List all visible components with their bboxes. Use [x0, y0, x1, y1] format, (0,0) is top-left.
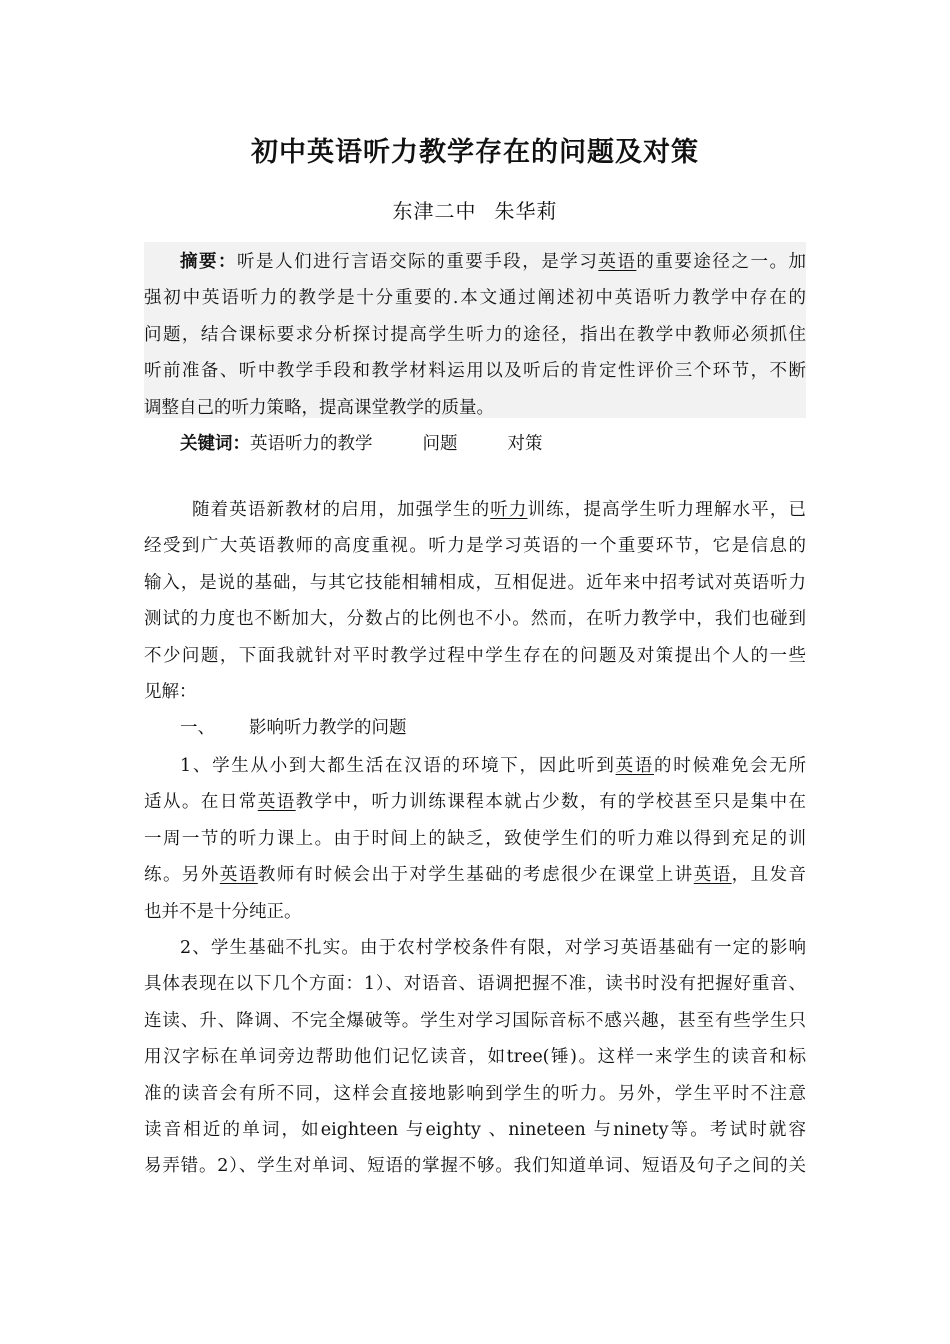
paragraph-1: [144, 748, 806, 930]
section-number: 一、: [180, 718, 215, 739]
document-title: 初中英语听力教学存在的问题及对策: [251, 137, 699, 168]
underlined-term: 英语: [615, 756, 655, 776]
text-line: 准的读音会有所不同，这样会直接地影响到学生的听力。另外，学生平时不注意: [144, 1083, 806, 1104]
abstract-line: 听前准备、听中教学手段和教学材料运用以及听后的肯定性评价三个环节，不断: [144, 361, 806, 382]
text-line: 测试的力度也不断加大，分数占的比例也不小。然而，在听力教学中，我们也碰到: [144, 609, 806, 630]
author-line: [0, 195, 950, 224]
keyword: 英语听力的教学: [250, 433, 373, 454]
keyword: 问题: [422, 433, 458, 454]
abstract-line: 强初中英语听力的教学是十分重要的.本文通过阐述初中英语听力教学中存在的: [144, 288, 806, 309]
keywords-label: 关键词：: [180, 433, 250, 454]
text-line: 一周一节的听力课上。由于时间上的缺乏，致使学生们的听力难以得到充足的训: [144, 828, 806, 849]
text-line: 读音相近的单词，如eighteen 与eighty 、nineteen 与ninety等。考试时就容: [144, 1119, 806, 1140]
text-line: 练。另外英语教师有时候会出于对学生基础的考虑很少在课堂上讲英语，且发音: [144, 865, 806, 886]
text-line: 输入，是说的基础，与其它技能相辅相成，互相促进。近年来中招考试对英语听力: [144, 572, 806, 593]
text-line: 易弄错。2）、学生对单词、短语的掌握不够。我们知道单词、短语及句子之间的关: [144, 1156, 806, 1177]
underlined-term: 英语: [693, 865, 732, 886]
author-school: 东津二中: [392, 199, 477, 223]
abstract-block: [144, 244, 806, 462]
underlined-term: 听力: [490, 500, 528, 520]
text-line: 经受到广大英语教师的高度重视。听力是学习英语的一个重要环节，它是信息的: [144, 536, 806, 557]
paragraph-2: [144, 930, 806, 1185]
text-line: 见解：: [144, 681, 197, 702]
text-line: 适从。在日常英语教学中，听力训练课程本就占少数，有的学校甚至只是集中在: [144, 792, 806, 813]
keywords-line: [144, 426, 806, 462]
intro-paragraph: [144, 492, 806, 747]
underlined-term: 英语: [257, 792, 296, 813]
underlined-term: 英语: [219, 865, 258, 886]
section-heading: [144, 710, 806, 746]
abstract-line: 问题，结合课标要求分析探讨提高学生听力的途径，指出在教学中教师必须抓住: [144, 324, 806, 345]
text-line: 2、学生基础不扎实。由于农村学校条件有限，对学习英语基础有一定的影响: [180, 938, 806, 958]
abstract-line: 调整自己的听力策略，提高课堂教学的质量。: [144, 397, 494, 418]
text-line: 具体表现在以下几个方面：1）、对语音、语调把握不准，读书时没有把握好重音、: [144, 974, 806, 995]
keyword: 对策: [507, 433, 543, 454]
text-line: 1、学生从小到大都生活在汉语的环境下，因此听到英语的时候难免会无所: [180, 756, 806, 776]
text-line: 也并不是十分纯正。: [144, 901, 302, 922]
text-line: 连读、升、降调、不完全爆破等。学生对学习国际音标不感兴趣，甚至有些学生只: [144, 1010, 806, 1031]
text-line: 随着英语新教材的启用，加强学生的听力训练，提高学生听力理解水平，已: [192, 500, 806, 520]
text-line: 不少问题，下面我就针对平时教学过程中学生存在的问题及对策提出个人的一些: [144, 645, 806, 666]
underlined-term: 英语: [598, 252, 637, 272]
section-title: 影响听力教学的问题: [249, 718, 407, 739]
abstract-label: 摘要：: [180, 252, 238, 272]
author-name: 朱华莉: [494, 199, 558, 223]
abstract-line: 摘要：听是人们进行言语交际的重要手段，是学习英语的重要途径之一。加: [180, 252, 806, 272]
text-line: 用汉字标在单词旁边帮助他们记忆读音，如tree(锤)。这样一来学生的读音和标: [144, 1047, 806, 1068]
